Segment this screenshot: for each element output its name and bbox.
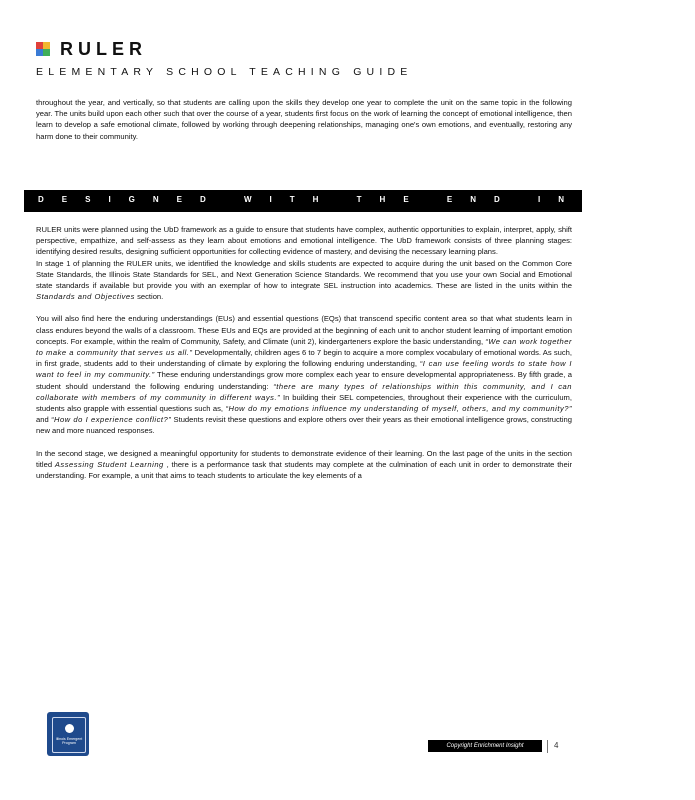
stage1-text: In stage 1 of planning the RULER units, we identified the knowledge and skills students are expected to acquire during the unit based on the Common Core State Standards, the Illinois State Standards for SEL, and Next Generation Science Standards. We recommend that you use your own Social and Emotional state standards if available but provide you with an exemplar of how to integrate SEL instruction into academics. These are listed in the units within the (36, 258, 572, 291)
paragraph-stage1 (36, 258, 572, 303)
body-text (36, 224, 572, 481)
paragraph-ubd: RULER units were planned using the UbD framework as a guide to ensure that students have complex, authentic opportunities to explain, interpret, apply, shift perspective, empathize, and self-assess as they learn about emotions and emotional intelligence. The UbD framework consists of three planning stages: identifying desired results, designing sufficient opportunities for collecting evidence of mastery, and devising the necessary learning plans. (36, 225, 572, 257)
intro-paragraph (36, 97, 572, 142)
footer-credit: Copyright Enrichment Insight (428, 740, 542, 752)
logo-square-yellow (43, 42, 50, 49)
assessing-learning-ref: Assessing Student Learning (54, 459, 164, 469)
section-heading-bar (24, 190, 695, 212)
guide-subtitle: ELEMENTARY SCHOOL TEACHING GUIDE (36, 66, 413, 78)
logo-square-blue (36, 49, 43, 56)
page-number: 4 (554, 741, 559, 750)
logo-square-red (36, 42, 43, 49)
seal-text: Illinois Emergent Program (55, 737, 83, 746)
stage2-text: In the second stage, we designed a meaningful opportunity for students to demonstrate evidence of their learning. On the last page of the units in the section titled (36, 448, 572, 469)
logo-square-green (43, 49, 50, 56)
eu-text-4: In building their SEL competencies, throughout their experience with the curriculum, students also grapple with essential questions such as, (36, 392, 572, 414)
eq-quote-emotions: “How do my emotions influence my understanding of myself, others, and my community?” (225, 404, 572, 414)
eu-text-5: and (36, 415, 49, 425)
paragraph-understandings (36, 313, 572, 436)
footer-divider (547, 740, 548, 753)
stage2-text-end: , there is a performance task that students may complete at the culmination of each unit in order to demonstrate their understanding. For example, a unit that aims to teach students to articulate the key elements of a (36, 459, 572, 481)
program-seal-logo (47, 712, 89, 756)
eu-quote-first-grade: “I can use feeling words to state how I want to feel in my community.” (36, 359, 572, 380)
eu-text-2: Developmentally, children ages 6 to 7 begin to acquire a more complex vocabulary of emotional words. As such, in first grade, students add to their understanding of climate by exploring the following enduring understanding, (36, 348, 572, 369)
seal-emblem-icon (65, 724, 74, 733)
intro-text: throughout the year, and vertically, so that students are calling upon the skills they develop one year to complete the unit on the same topic in the following year. The units build upon each other such that over the course of a year, students first focus on the work of learning the concept of emotional intelligence, then learn to develop a safe emotional climate, followed by working through deepening relationships, managing one's own emotions, and eventually, restoring any harm done to their community. (36, 98, 572, 141)
brand-name: RULER (60, 38, 147, 59)
stage1-text-end: section. (137, 292, 164, 302)
eu-text-6: Students revisit these questions and explore others over their years as their emotional intelligence grows, constructing new and more nuanced responses. (36, 415, 572, 436)
paragraph-stage2 (36, 448, 572, 482)
eu-quote-kindergarten: “We can work together to make a community that serves us all.” (36, 336, 573, 358)
eu-text-1: You will also find here the enduring understandings (EUs) and essential questions (EQs) that transcend specific content area so that what students learn in class endures beyond the walls of a classroom. These EUs and EQs are provided at the beginning of each unit to anchor student learning of important emotion concepts. For example, within the realm of Community, Safety, and Climate (unit 2), kindergarteners explore the basic understanding, (36, 314, 572, 346)
eu-text-3: These enduring understandings grow more complex each year to ensure developmental appropriateness. By fifth grade, a student should understand the following enduring understanding: (36, 370, 572, 391)
brand-header (36, 40, 147, 58)
eq-quote-conflict: “How do I experience conflict?” (50, 415, 172, 425)
eu-quote-fifth-grade: “there are many types of relationships within this community, and I can collaborate with members of my community in different ways.” (36, 381, 572, 402)
ruler-logo-icon (36, 42, 50, 56)
section-heading: DESIGNED WITH THE END IN MIND (38, 195, 695, 204)
standards-objectives-ref: Standards and Objectives (36, 292, 135, 302)
